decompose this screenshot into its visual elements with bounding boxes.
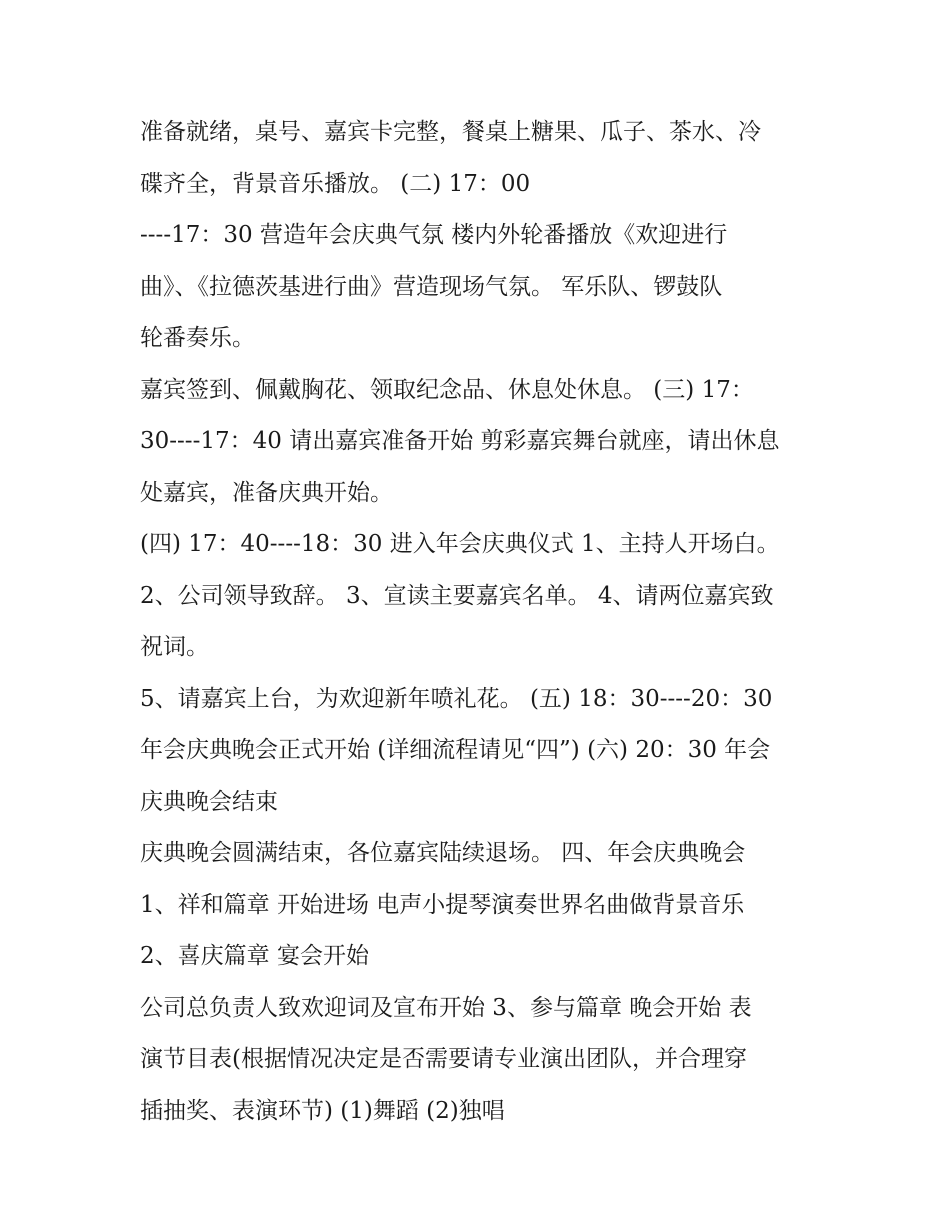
text-line: (四) 17：40----18：30 进入年会庆典仪式 1、主持人开场白。: [140, 531, 780, 557]
text-line: 碟齐全，背景音乐播放。 (二) 17：00: [140, 170, 531, 197]
text-line: 30----17：40 请出嘉宾准备开始 剪彩嘉宾舞台就座，请出休息: [140, 428, 780, 454]
text-line: 曲》、《拉德茨基进行曲》营造现场气氛。 军乐队、锣鼓队: [140, 273, 723, 300]
text-line: 插抽奖、表演环节) (1)舞蹈 (2)独唱: [140, 1097, 505, 1124]
text-line: 庆典晚会圆满结束，各位嘉宾陆续退场。 四、年会庆典晚会: [140, 840, 746, 866]
text-line: 轮番奏乐。: [140, 325, 255, 351]
text-line: 5、请嘉宾上台，为欢迎新年喷礼花。 (五) 18：30----20：30: [140, 685, 773, 712]
text-line: 嘉宾签到、佩戴胸花、领取纪念品、休息处休息。 (三) 17：: [140, 376, 754, 403]
text-line: 2、喜庆篇章 宴会开始: [140, 943, 369, 969]
text-line: 庆典晚会结束: [140, 788, 278, 815]
text-line: 1、祥和篇章 开始进场 电声小提琴演奏世界名曲做背景音乐: [140, 891, 745, 918]
text-line: 公司总负责人致欢迎词及宣布开始 3、参与篇章 晚会开始 表: [140, 994, 752, 1021]
text-line: 演节目表(根据情况决定是否需要请专业演出团队，并合理穿: [140, 1046, 747, 1072]
text-line: ----17：30 营造年会庆典气氛 楼内外轮番播放《欢迎进行: [140, 222, 728, 248]
text-line: 准备就绪，桌号、嘉宾卡完整，餐桌上糖果、瓜子、茶水、冷: [140, 119, 761, 145]
text-line: 2、公司领导致辞。 3、宣读主要嘉宾名单。 4、请两位嘉宾致: [140, 582, 774, 609]
text-line: 祝词。: [140, 634, 209, 660]
text-line: 年会庆典晚会正式开始 (详细流程请见“四”) (六) 20：30 年会: [140, 737, 771, 763]
document-body: [140, 107, 830, 1137]
text-line: 处嘉宾，准备庆典开始。: [140, 479, 393, 506]
